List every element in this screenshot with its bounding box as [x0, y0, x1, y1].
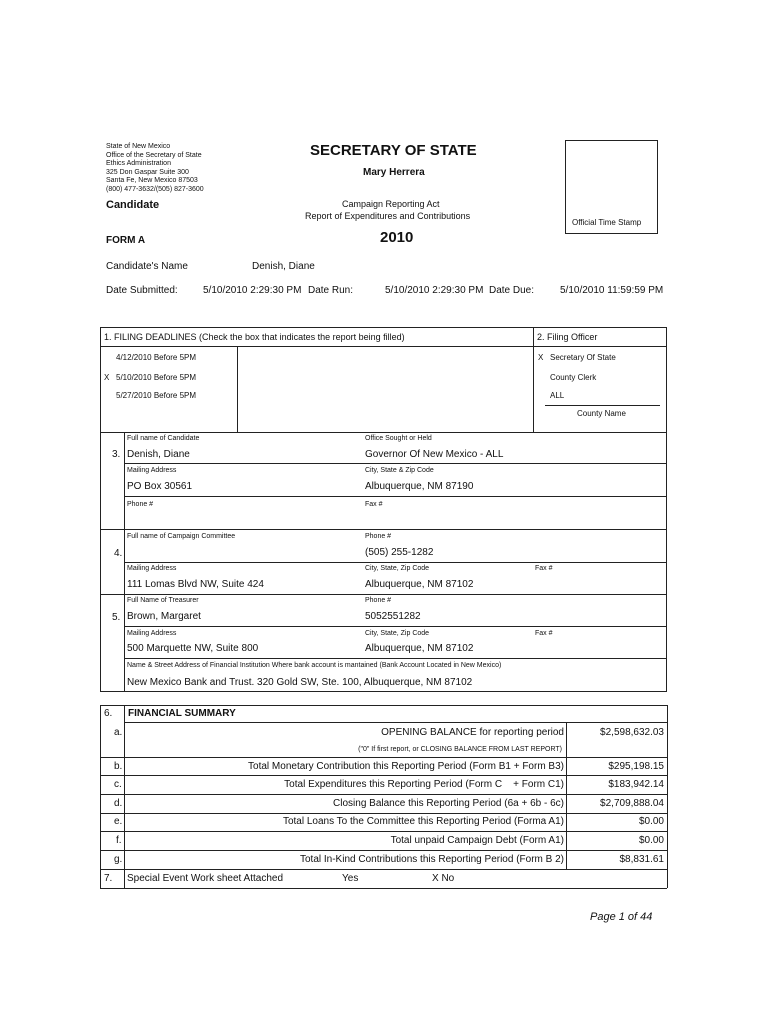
- county-value: ALL: [550, 391, 565, 400]
- field-label: Fax #: [535, 565, 553, 572]
- time-stamp-label: Official Time Stamp: [572, 218, 642, 227]
- section-number: 4.: [114, 548, 123, 559]
- row-label: OPENING BALANCE for reporting period: [381, 727, 564, 738]
- candidate-full-name: Denish, Diane: [127, 449, 190, 460]
- opening-balance-note: ("0" If first report, or CLOSING BALANCE FROM LAST REPORT): [358, 746, 562, 753]
- field-label: Full name of Candidate: [127, 435, 200, 442]
- deadline-option[interactable]: [104, 353, 196, 362]
- time-stamp-box: [565, 140, 658, 234]
- checkbox-mark: X: [538, 353, 544, 362]
- row-value: $2,709,888.04: [600, 798, 664, 809]
- candidate-name: Denish, Diane: [252, 261, 315, 272]
- row-value: $0.00: [638, 835, 664, 846]
- special-event-no[interactable]: [432, 873, 454, 884]
- official-name: Mary Herrera: [363, 167, 425, 178]
- field-label: City, State & Zip Code: [365, 467, 434, 474]
- checkbox-mark: X: [104, 373, 110, 382]
- deadline-label: 5/27/2010 Before 5PM: [116, 391, 197, 400]
- report-year: 2010: [380, 229, 414, 246]
- field-label: City, State, Zip Code: [365, 565, 430, 572]
- row-label: Total In-Kind Contributions this Reporting Period (Form B 2): [299, 854, 564, 865]
- field-label: Mailing Address: [127, 467, 177, 474]
- field-label: Full name of Campaign Committee: [127, 533, 236, 540]
- date-submitted-label: Date Submitted:: [106, 285, 178, 296]
- candidate-heading: Candidate: [106, 199, 160, 211]
- checkbox-mark: X: [432, 873, 439, 884]
- date-submitted: 5/10/2010 2:29:30 PM: [203, 285, 302, 296]
- field-label: Mailing Address: [127, 565, 177, 572]
- officer-label: Secretary Of State: [550, 353, 616, 362]
- candidate-name-label: Candidate's Name: [106, 261, 188, 272]
- section-number: 6.: [104, 708, 113, 719]
- special-event-label: Special Event Work sheet Attached: [127, 873, 284, 884]
- candidate-mailing-address: PO Box 30561: [127, 481, 193, 492]
- office-sought: Governor Of New Mexico - ALL: [365, 449, 504, 460]
- no-label: No: [441, 873, 455, 884]
- row-letter: f.: [116, 835, 122, 846]
- field-label: Fax #: [535, 630, 553, 637]
- row-letter: a.: [114, 727, 123, 738]
- field-label: Phone #: [365, 597, 392, 604]
- date-due-label: Date Due:: [489, 285, 535, 296]
- row-value: $8,831.61: [619, 854, 664, 865]
- row-letter: b.: [114, 761, 123, 772]
- row-letter: g.: [114, 854, 123, 865]
- agency-line: Ethics Administration: [106, 160, 171, 168]
- agency-address: [106, 143, 204, 195]
- treasurer-name: Brown, Margaret: [127, 611, 201, 622]
- date-run: 5/10/2010 2:29:30 PM: [385, 285, 484, 296]
- row-label: Total Loans To the Committee this Reporting Period (Forma A1): [282, 816, 564, 827]
- special-event-yes[interactable]: Yes: [342, 873, 359, 884]
- row-letter: c.: [114, 779, 122, 790]
- candidate-city: Albuquerque, NM 87190: [365, 481, 474, 492]
- county-name-label: County Name: [577, 409, 626, 418]
- field-label: Phone #: [127, 501, 154, 508]
- financial-institution: New Mexico Bank and Trust. 320 Gold SW, Ste. 100, Albuquerque, NM 87102: [127, 677, 473, 688]
- committee-phone: (505) 255-1282: [365, 547, 434, 558]
- officer-option[interactable]: [538, 373, 596, 382]
- field-label: Full Name of Treasurer: [127, 597, 199, 604]
- committee-mailing-address: 111 Lomas Blvd NW, Suite 424: [127, 579, 264, 590]
- page-title: SECRETARY OF STATE: [310, 142, 477, 159]
- section-number: 5.: [112, 612, 121, 623]
- row-label: Total unpaid Campaign Debt (Form A1): [390, 835, 564, 846]
- deadline-label: 5/10/2010 Before 5PM: [116, 373, 197, 382]
- field-label: Phone #: [365, 533, 392, 540]
- section-number: 3.: [112, 449, 121, 460]
- section-number: 7.: [104, 873, 113, 884]
- page-number: Page 1 of 44: [590, 911, 653, 923]
- row-label: Total Expenditures this Reporting Period (Form C + Form C1): [284, 779, 564, 790]
- treasurer-phone: 5052551282: [365, 611, 421, 622]
- field-label: Mailing Address: [127, 630, 177, 637]
- treasurer-mailing-address: 500 Marquette NW, Suite 800: [127, 643, 259, 654]
- agency-line: (800) 477-3632/(505) 827-3600: [106, 185, 204, 193]
- field-label: Name & Street Address of Financial Institution Where bank account is mantained (Bank Account Located in New Mexico): [127, 662, 502, 669]
- report-name: Report of Expenditures and Contributions: [305, 211, 471, 221]
- field-label: Office Sought or Held: [365, 435, 432, 442]
- row-label: Closing Balance this Reporting Period (6a + 6b - 6c): [333, 798, 564, 809]
- row-value: $0.00: [638, 816, 664, 827]
- row-value: $183,942.14: [608, 779, 664, 790]
- financial-summary-title: FINANCIAL SUMMARY: [128, 708, 236, 719]
- agency-line: 325 Don Gaspar Suite 300: [106, 168, 189, 176]
- treasurer-city: Albuquerque, NM 87102: [365, 643, 474, 654]
- field-label: City, State, Zip Code: [365, 630, 430, 637]
- deadline-label: 4/12/2010 Before 5PM: [116, 353, 197, 362]
- agency-line: Office of the Secretary of State: [106, 151, 202, 159]
- filing-deadlines-title: 1. FILING DEADLINES (Check the box that indicates the report being filled): [104, 332, 405, 342]
- date-run-label: Date Run:: [308, 285, 354, 296]
- committee-city: Albuquerque, NM 87102: [365, 579, 474, 590]
- field-label: Fax #: [365, 501, 383, 508]
- date-due: 5/10/2010 11:59:59 PM: [560, 285, 664, 296]
- form-name: FORM A: [106, 235, 146, 246]
- agency-line: State of New Mexico: [106, 143, 171, 150]
- row-letter: d.: [114, 798, 123, 809]
- deadline-option[interactable]: [104, 373, 196, 382]
- row-label: Total Monetary Contribution this Reporting Period (Form B1 + Form B3): [248, 761, 564, 772]
- deadline-option[interactable]: [104, 391, 196, 400]
- row-value: $295,198.15: [608, 761, 664, 772]
- officer-option[interactable]: [538, 353, 616, 362]
- row-value: $2,598,632.03: [600, 727, 664, 738]
- act-name: Campaign Reporting Act: [342, 199, 440, 209]
- officer-label: County Clerk: [550, 373, 597, 382]
- agency-line: Santa Fe, New Mexico 87503: [106, 177, 198, 185]
- filing-officer-title: 2. Filing Officer: [537, 332, 598, 342]
- row-letter: e.: [114, 816, 123, 827]
